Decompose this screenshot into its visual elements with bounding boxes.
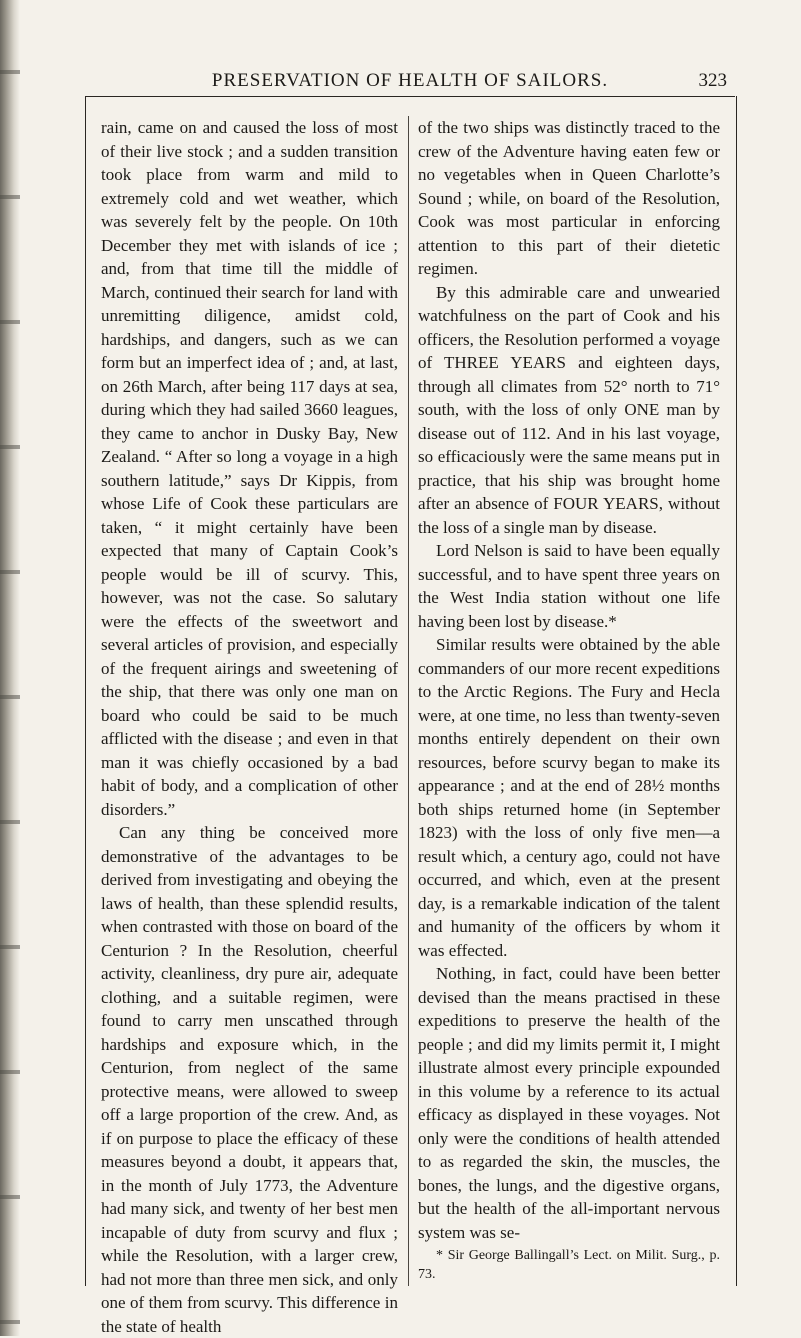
page-number: 323 <box>698 70 727 91</box>
left-column <box>101 116 398 1338</box>
footnote: * Sir George Ballingall’s Lect. on Milit. Surg., p. 73. <box>418 1248 720 1282</box>
paragraph: By this admirable care and unwearied watchfulness on the part of Cook and his officers, the Resolution performed a voyage of THREE YEARS and eighteen days, through all climates from 52° north to 71° south, with the loss of only ONE man by disease out of 112. And in his last voyage, so efficaciously were the same means put in practice, that his ship was brought home after an absence of FOUR YEARS, without the loss of a single man by disease. <box>418 282 720 537</box>
paragraph: rain, came on and caused the loss of most of their live stock ; and a sudden transition took place from warm and mild to extremely cold and wet weather, which was severely felt by the people. On 10th December they met with islands of ice ; and, from that time till the middle of March, continued their search for land with unremitting diligence, amidst cold, hardships, and dangers, such as we can form but an imperfect idea of ; and, at last, on 26th March, after being 117 days at sea, during which they had sailed 3660 leagues, they came to anchor in Dusky Bay, New Zealand. “ After so long a voyage in a high southern latitude,” says Dr Kippis, from whose Life of Cook these particulars are taken, “ it might certainly have been expected that many of Captain Cook’s people would be ill of scurvy. This, however, was not the case. So salutary were the effects of the sweetwort and several articles of provision, and especially of the frequent airings and sweetening of the ship, that there was only one man on board who could be said to be much afflicted with the disease ; and even in that man it was chiefly occasioned by a bad habit of body, and a complication of other disorders.” <box>101 118 398 819</box>
page-header <box>85 64 735 94</box>
running-head: PRESERVATION OF HEALTH OF SAILORS. <box>211 70 609 91</box>
column-divider <box>408 116 409 1286</box>
paragraph: Similar results were obtained by the able commanders of our more recent expeditions to the Arctic Regions. The Fury and Hecla were, at one time, no less than twenty-seven months entirely dependent on their own resources, before scurvy began to make its appearance ; and at the end of 28½ months both ships returned home (in September 1823) with the loss of only five men—a result which, a century ago, could not have occurred, and which, even at the present day, is a remarkable indication of the talent and humanity of the officers by whom it was effected. <box>418 635 720 960</box>
binding-marks <box>0 0 20 1336</box>
paragraph: Nothing, in fact, could have been better devised than the means practised in these expeditions to preserve the health of the people ; and did my limits permit it, I might illustrate almost every principle expounded in this volume by a reference to its actual efficacy as displayed in these voyages. Not only were the conditions of health attended to as regarded the skin, the muscles, the bones, the lungs, and the digestive organs, but the health of the all-important nervous system was se- <box>418 964 720 1242</box>
paragraph: Can any thing be conceived more demonstrative of the advantages to be derived from investigating and obeying the laws of health, than these splendid results, when contrasted with those on board of the Centurion ? In the Resolution, cheerful activity, cleanliness, dry pure air, adequate clothing, and a suitable regimen, were found to carry men unscathed through hardships and exposure which, in the Centurion, from neglect of the same protective means, were allowed to sweep off a large proportion of the crew. And, as if on purpose to place the efficacy of these measures beyond a doubt, it appears that, in the month of July 1773, the Adventure had many sick, and twenty of her best men incapable of duty from scurvy and flux ; while the Resolution, with a larger crew, had not more than three men sick, and only one of them from scurvy. This difference in the state of health <box>101 823 398 1336</box>
paragraph: Lord Nelson is said to have been equally successful, and to have spent three years on the West India station without one life having been lost by disease.* <box>418 541 720 631</box>
paragraph: of the two ships was distinctly traced to the crew of the Adventure having eaten few or no vegetables when in Queen Charlotte’s Sound ; while, on board of the Resolution, Cook was most particular in enforcing attention to this part of their dietetic regimen. <box>418 118 720 278</box>
right-column <box>418 116 720 1284</box>
